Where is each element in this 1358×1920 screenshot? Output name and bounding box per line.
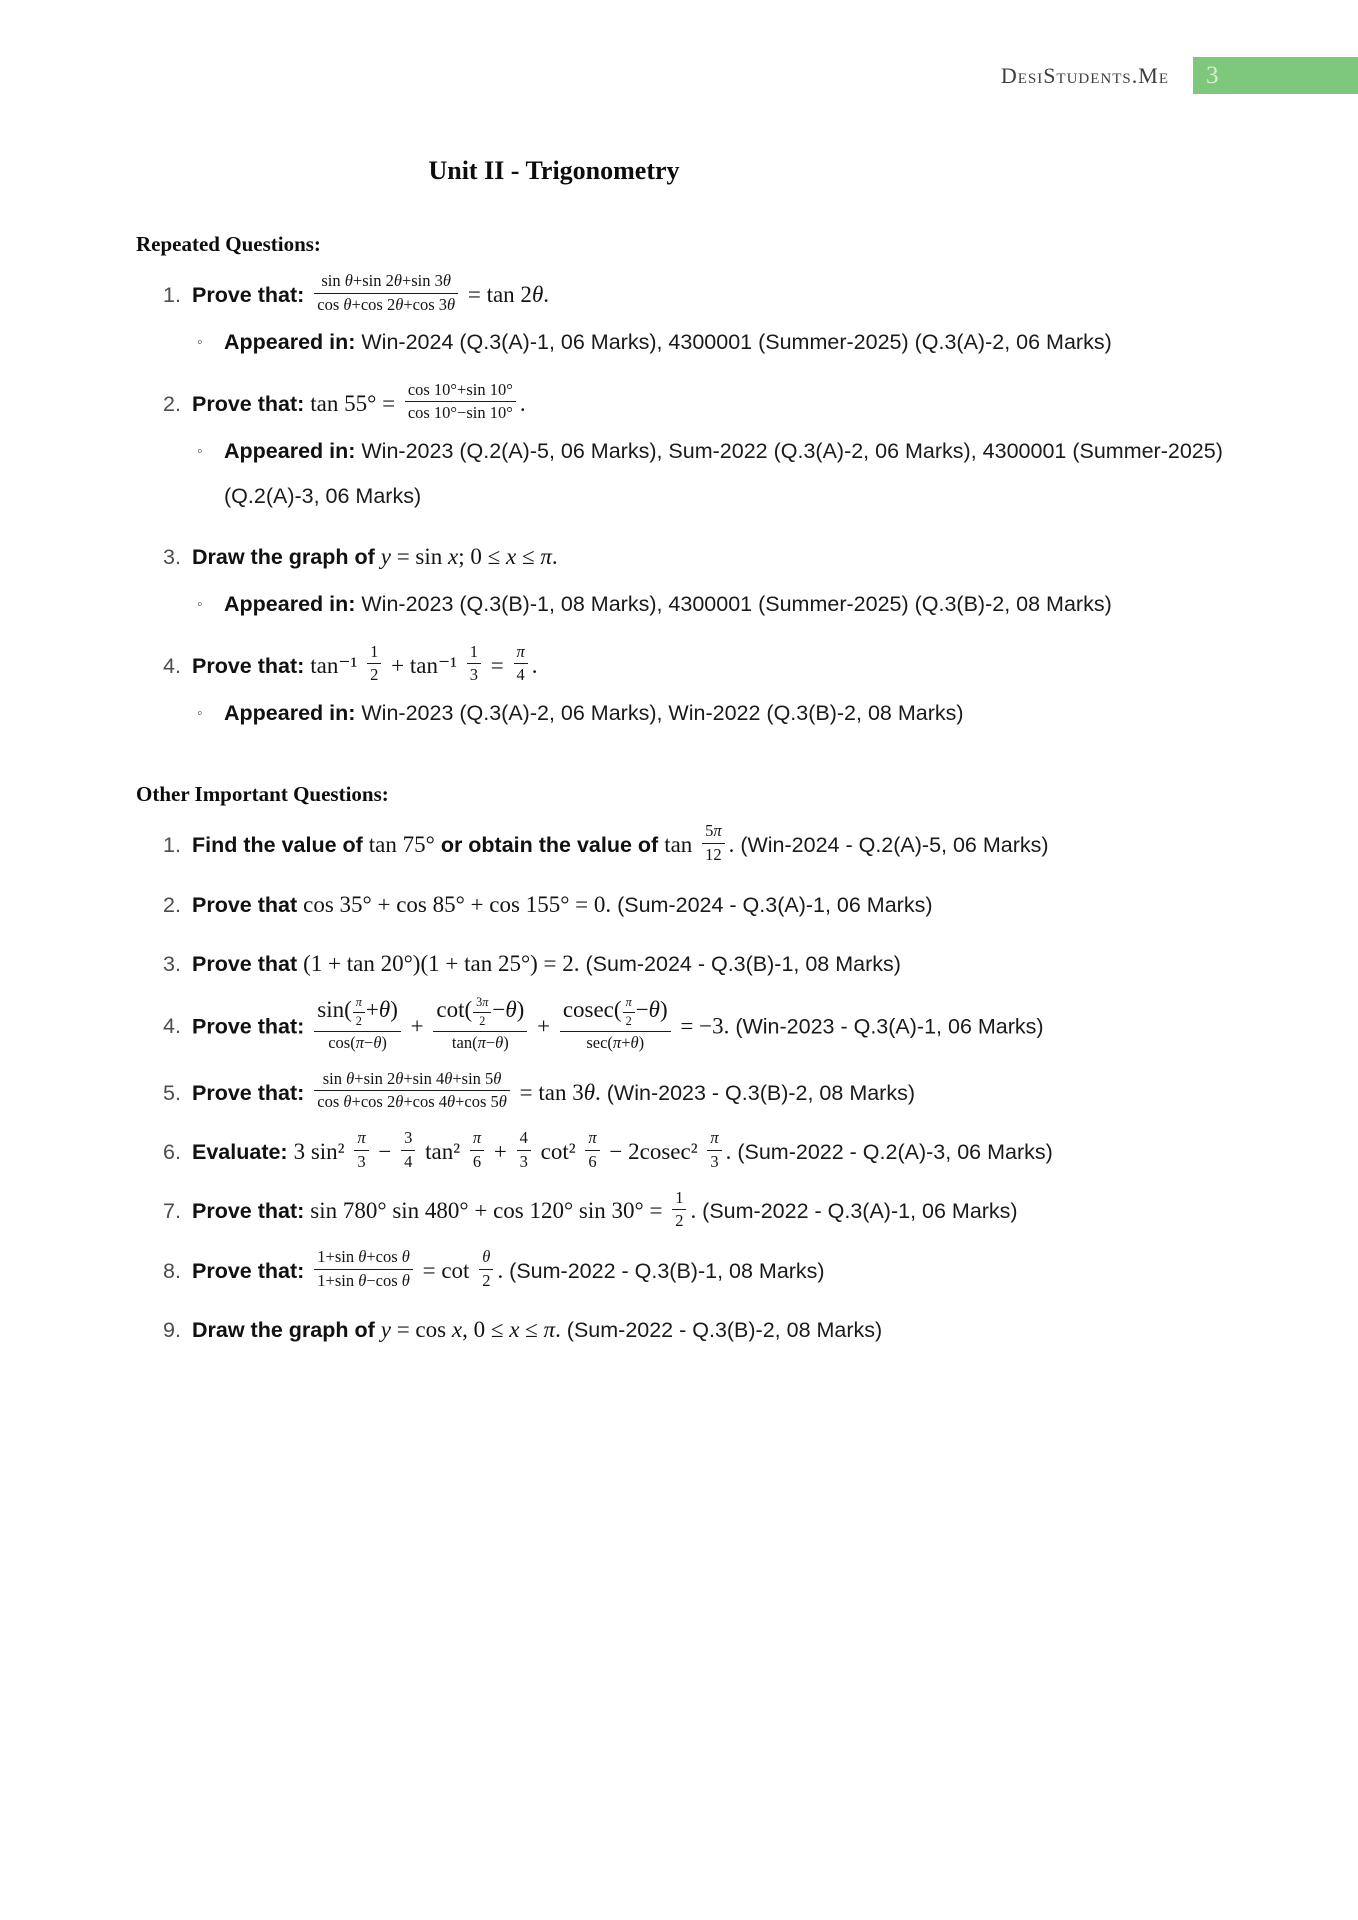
math-fraction xyxy=(433,996,527,1054)
math-text: tan 55° = xyxy=(310,390,401,416)
page-number: 3 xyxy=(1206,61,1219,89)
item-label: Prove that: xyxy=(192,391,311,416)
question-item xyxy=(163,1069,1262,1116)
item-number: 6. xyxy=(163,1139,181,1164)
question-item xyxy=(163,1128,1262,1175)
fraction-denominator: 6 xyxy=(588,1151,597,1171)
question-content xyxy=(192,1306,1262,1353)
fraction-denominator: sec(π+θ) xyxy=(586,1032,645,1052)
math-text: cosec( xyxy=(562,996,622,1022)
fraction-denominator: 4 xyxy=(516,665,525,685)
exam-reference-text: (Sum-2022 - Q.3(B)-2, 08 Marks) xyxy=(560,1318,883,1343)
math-text: + tan⁻¹ xyxy=(385,652,463,678)
math-fraction xyxy=(314,1247,413,1291)
math-text: tan² xyxy=(419,1138,466,1164)
math-fraction xyxy=(585,1128,599,1172)
item-label: Evaluate: xyxy=(192,1139,294,1164)
question-line xyxy=(163,1128,1262,1175)
appeared-in-row xyxy=(197,429,1262,519)
fraction-denominator: 4 xyxy=(404,1151,413,1171)
item-label: Prove that: xyxy=(192,1199,311,1224)
fraction-numerator xyxy=(433,996,527,1032)
item-number: 4. xyxy=(163,1014,181,1039)
item-number: 4. xyxy=(163,653,181,678)
question-line xyxy=(163,1187,1262,1234)
fraction-denominator: tan(π−θ) xyxy=(451,1032,509,1052)
fraction-numerator: 5π xyxy=(702,821,725,844)
math-fraction xyxy=(314,271,458,315)
math-fraction xyxy=(314,1069,510,1113)
math-text: −θ) xyxy=(635,996,668,1022)
fraction-numerator: π xyxy=(707,1128,721,1151)
item-label: Appeared in: xyxy=(224,592,356,617)
bullet-icon: ◦ xyxy=(197,705,203,723)
question-line xyxy=(163,881,1262,928)
math-text: +θ) xyxy=(365,996,398,1022)
fraction-numerator: π xyxy=(470,1128,484,1151)
fraction-numerator: π xyxy=(514,642,528,665)
question-item xyxy=(163,271,1262,366)
math-text: . xyxy=(531,652,538,678)
question-item xyxy=(163,380,1262,520)
fraction-numerator: 4 xyxy=(517,1128,531,1151)
question-content xyxy=(192,642,1262,689)
item-label: Draw the graph of xyxy=(192,545,381,570)
question-line xyxy=(163,1069,1262,1116)
question-content xyxy=(192,1187,1262,1234)
fraction-denominator: 3 xyxy=(519,1151,528,1171)
math-text: = xyxy=(485,652,510,678)
math-fraction xyxy=(367,642,381,686)
question-content xyxy=(192,533,1262,580)
item-label: Appeared in: xyxy=(224,330,356,355)
fraction-denominator: cos 10°−sin 10° xyxy=(407,403,513,423)
math-text: . xyxy=(728,832,735,858)
fraction-numerator: 3 xyxy=(401,1128,415,1151)
fraction-numerator: 1 xyxy=(672,1188,686,1211)
question-line xyxy=(163,642,1262,689)
fraction-numerator: π xyxy=(623,995,635,1012)
math-text: = tan 3θ. xyxy=(513,1079,601,1105)
fraction-denominator: 1+sin θ−cos θ xyxy=(317,1270,410,1290)
item-number: 5. xyxy=(163,1080,181,1105)
section-heading: Other Important Questions: xyxy=(136,782,389,807)
fraction-denominator: cos(π−θ) xyxy=(328,1032,387,1052)
item-label: Find the value of xyxy=(192,833,369,858)
fraction-denominator: 2 xyxy=(355,1013,362,1028)
item-label: Prove that: xyxy=(192,1080,311,1105)
math-text: sin( xyxy=(317,996,352,1022)
item-number: 3. xyxy=(163,951,181,976)
question-item xyxy=(163,821,1262,868)
question-line xyxy=(163,940,1262,987)
item-label: Prove that xyxy=(192,892,304,917)
fraction-denominator: 2 xyxy=(370,665,379,685)
math-text: + xyxy=(531,1013,556,1039)
math-fraction xyxy=(401,1128,415,1172)
math-text: . xyxy=(725,1138,732,1164)
question-line xyxy=(163,995,1262,1057)
content-area xyxy=(136,232,1262,1353)
section-heading: Repeated Questions: xyxy=(136,232,321,256)
fraction-numerator: sin θ+sin 2θ+sin 3θ xyxy=(314,271,458,294)
math-text: − xyxy=(372,1138,398,1164)
math-text: (1 + tan 20°)(1 + tan 25°) = 2. xyxy=(303,950,580,976)
exam-reference-text: (Sum-2024 - Q.3(A)-1, 06 Marks) xyxy=(611,892,933,917)
math-text: tan⁻¹ xyxy=(310,652,364,678)
math-text: tan 75° xyxy=(368,832,435,858)
item-label: or obtain the value of xyxy=(434,833,665,858)
math-fraction xyxy=(707,1128,721,1172)
math-fraction xyxy=(353,995,365,1029)
exam-reference-text: Win-2023 (Q.3(B)-1, 08 Marks), 4300001 (Summer-2025) (Q.3(B)-2, 08 Marks) xyxy=(355,592,1112,617)
fraction-numerator: π xyxy=(354,1128,368,1151)
fraction-numerator: π xyxy=(585,1128,599,1151)
fraction-denominator: 12 xyxy=(705,845,722,865)
question-item xyxy=(163,1247,1262,1294)
item-number: 3. xyxy=(163,545,181,570)
math-text: sin 780° sin 480° + cos 120° sin 30° = xyxy=(310,1198,669,1224)
item-label: Draw the graph of xyxy=(192,1318,381,1343)
math-text: . xyxy=(519,390,526,416)
question-content xyxy=(192,940,1262,987)
fraction-numerator: 1+sin θ+cos θ xyxy=(314,1247,413,1270)
appeared-in-row xyxy=(197,320,1262,365)
math-fraction xyxy=(405,380,516,424)
question-item xyxy=(163,1306,1262,1353)
math-text: y = sin x; 0 ≤ x ≤ π. xyxy=(380,544,558,570)
fraction-denominator: cos θ+cos 2θ+cos 4θ+cos 5θ xyxy=(317,1092,507,1112)
question-content xyxy=(192,380,1262,427)
question-content xyxy=(192,1069,1262,1116)
question-item xyxy=(163,642,1262,737)
math-fraction xyxy=(473,995,491,1029)
math-fraction xyxy=(702,821,725,865)
page-number-badge xyxy=(1193,57,1358,94)
item-number: 2. xyxy=(163,391,181,416)
math-text: + xyxy=(404,1013,430,1039)
fraction-denominator: cos θ+cos 2θ+cos 3θ xyxy=(317,294,456,314)
item-number: 8. xyxy=(163,1258,181,1283)
fraction-denominator: 3 xyxy=(469,665,479,685)
math-text: cot( xyxy=(436,996,473,1022)
fraction-numerator: sin θ+sin 2θ+sin 4θ+sin 5θ xyxy=(314,1069,510,1092)
exam-reference-text: (Win-2024 - Q.2(A)-5, 06 Marks) xyxy=(734,833,1049,858)
math-fraction xyxy=(560,996,671,1054)
bullet-icon: ◦ xyxy=(197,596,203,614)
item-label: Prove that: xyxy=(192,283,311,307)
fraction-denominator: 3 xyxy=(357,1151,366,1171)
item-label: Prove that: xyxy=(192,1258,311,1283)
math-text: 3 sin² xyxy=(293,1138,351,1164)
exam-reference-text: (Sum-2024 - Q.3(B)-1, 08 Marks) xyxy=(579,951,901,976)
fraction-denominator: 2 xyxy=(675,1211,684,1231)
item-label: Appeared in: xyxy=(224,701,356,726)
math-fraction xyxy=(479,1247,493,1291)
fraction-numerator: 1 xyxy=(467,642,481,665)
exam-reference-text: Win-2023 (Q.3(A)-2, 06 Marks), Win-2022 (Q.3(B)-2, 08 Marks) xyxy=(355,701,964,726)
fraction-denominator: 2 xyxy=(482,1270,491,1290)
question-content xyxy=(192,995,1262,1057)
question-line xyxy=(163,533,1262,580)
math-text: = tan 2θ. xyxy=(462,282,549,307)
question-line xyxy=(163,380,1262,427)
item-number: 7. xyxy=(163,1199,181,1224)
exam-reference-text: (Win-2023 - Q.3(B)-2, 08 Marks) xyxy=(600,1080,916,1105)
exam-reference-text: Win-2023 (Q.2(A)-5, 06 Marks), Sum-2022 (Q.3(A)-2, 06 Marks), 4300001 (Summer-2025) (Q.2(A)-3, 06 Marks) xyxy=(224,439,1223,509)
math-text: . xyxy=(497,1257,504,1283)
site-name: DesiStudents.Me xyxy=(1000,62,1169,88)
question-list xyxy=(136,271,1262,736)
fraction-numerator: 3π xyxy=(473,995,491,1012)
math-fraction xyxy=(470,1128,484,1172)
exam-reference-text: (Sum-2022 - Q.3(B)-1, 08 Marks) xyxy=(503,1258,825,1283)
fraction-numerator xyxy=(560,996,671,1032)
bullet-icon: ◦ xyxy=(197,443,203,461)
exam-reference-text: (Win-2023 - Q.3(A)-1, 06 Marks) xyxy=(729,1014,1044,1039)
question-content xyxy=(192,1128,1262,1175)
page-header xyxy=(0,0,1358,94)
fraction-numerator: θ xyxy=(479,1247,493,1270)
question-content xyxy=(192,881,1262,928)
item-label: Prove that xyxy=(192,951,304,976)
fraction-denominator: 2 xyxy=(625,1013,632,1028)
math-text: + xyxy=(488,1138,513,1164)
fraction-numerator xyxy=(314,996,401,1032)
math-text: − 2cosec² xyxy=(603,1138,704,1164)
appeared-in-row xyxy=(197,582,1262,627)
math-fraction xyxy=(672,1188,686,1232)
question-item xyxy=(163,995,1262,1057)
math-text: tan xyxy=(664,832,699,858)
question-item xyxy=(163,533,1262,627)
math-text: = −3. xyxy=(674,1013,730,1039)
item-number: 1. xyxy=(163,833,181,858)
item-number: 9. xyxy=(163,1318,181,1343)
question-list xyxy=(136,821,1262,1353)
item-label: Prove that: xyxy=(192,653,311,678)
question-content xyxy=(192,271,1262,318)
page-title: Unit II - Trigonometry xyxy=(428,156,680,185)
question-line xyxy=(163,1247,1262,1294)
bullet-icon: ◦ xyxy=(197,334,203,352)
fraction-denominator: 3 xyxy=(710,1151,719,1171)
item-number: 1. xyxy=(163,283,181,307)
fraction-numerator: cos 10°+sin 10° xyxy=(405,380,516,403)
math-text: −θ) xyxy=(492,996,525,1022)
appeared-in-text xyxy=(224,582,1262,627)
item-label: Prove that: xyxy=(192,1014,311,1039)
question-content xyxy=(192,1247,1262,1294)
math-fraction xyxy=(517,1128,531,1172)
appeared-in-text xyxy=(224,691,1262,736)
question-line xyxy=(163,1306,1262,1353)
item-label: Appeared in: xyxy=(224,439,356,464)
math-fraction xyxy=(354,1128,368,1172)
math-fraction xyxy=(514,642,528,686)
math-text: . xyxy=(690,1198,697,1224)
math-text: y = cos x, 0 ≤ x ≤ π. xyxy=(380,1317,561,1343)
question-line xyxy=(163,271,1262,318)
appeared-in-text xyxy=(224,320,1262,365)
math-text: = cot xyxy=(416,1257,476,1283)
item-number: 2. xyxy=(163,892,181,917)
question-item xyxy=(163,881,1262,928)
appeared-in-row xyxy=(197,691,1262,736)
question-line xyxy=(163,821,1262,868)
question-item xyxy=(163,1187,1262,1234)
exam-reference-text: (Sum-2022 - Q.3(A)-1, 06 Marks) xyxy=(696,1199,1018,1224)
question-content xyxy=(192,821,1262,868)
math-fraction xyxy=(314,996,401,1054)
appeared-in-text xyxy=(224,429,1262,519)
math-fraction xyxy=(623,995,635,1029)
fraction-denominator: 2 xyxy=(479,1013,486,1028)
fraction-denominator: 6 xyxy=(472,1151,482,1171)
fraction-numerator: π xyxy=(353,995,365,1012)
question-item xyxy=(163,940,1262,987)
math-text: cot² xyxy=(534,1138,582,1164)
exam-reference-text: Win-2024 (Q.3(A)-1, 06 Marks), 4300001 (Summer-2025) (Q.3(A)-2, 06 Marks) xyxy=(355,330,1112,355)
math-fraction xyxy=(467,642,481,686)
math-text: cos 35° + cos 85° + cos 155° = 0. xyxy=(303,891,612,917)
fraction-numerator: 1 xyxy=(367,642,381,665)
exam-reference-text: (Sum-2022 - Q.2(A)-3, 06 Marks) xyxy=(731,1139,1053,1164)
